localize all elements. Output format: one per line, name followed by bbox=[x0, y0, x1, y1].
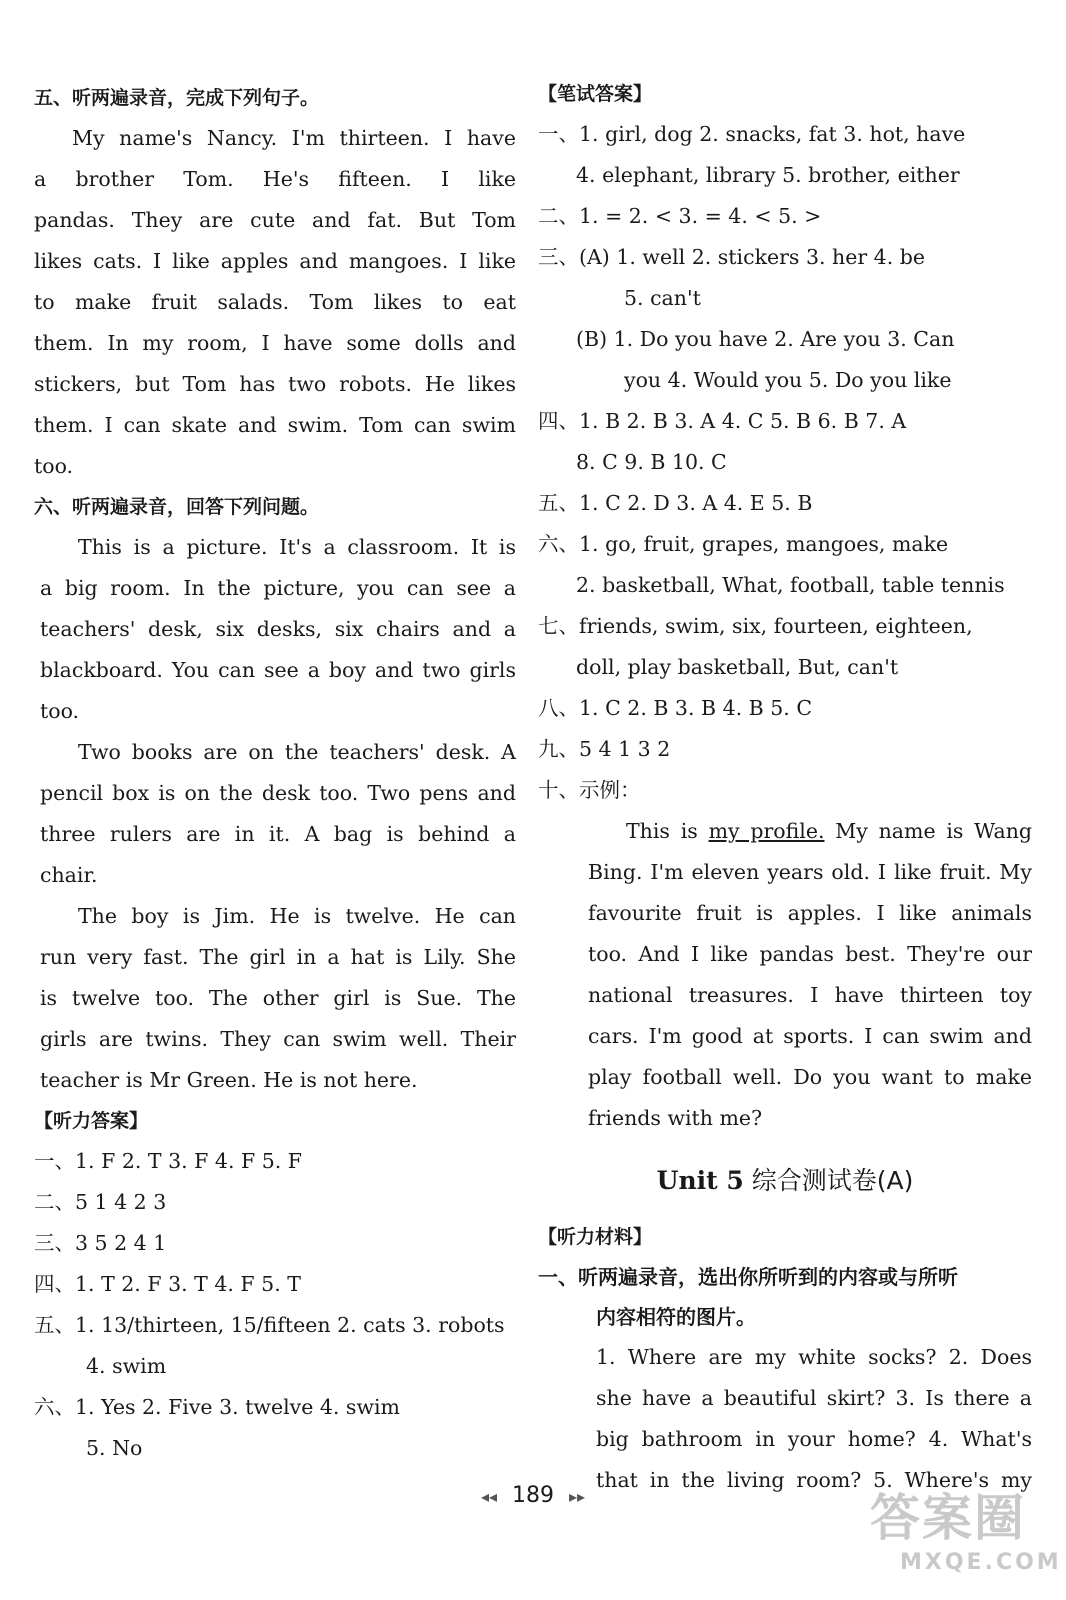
section-6-title: 六、听两遍录音，回答下列问题。 bbox=[34, 496, 320, 518]
essay-text: My name is Wang bbox=[824, 819, 1033, 843]
answer-line: 一、1. girl, dog 2. snacks, fat 3. hot, have bbox=[538, 122, 966, 146]
passage-line: pencil box is on the desk too. Two pens and bbox=[40, 781, 516, 805]
passage-line: Two books are on the teachers' desk. A bbox=[78, 740, 516, 764]
passage-line: run very fast. The girl in a hat is Lily. She bbox=[40, 945, 516, 969]
passage-line: My name's Nancy. I'm thirteen. I have bbox=[72, 126, 516, 150]
watermark-url: MXQE.COM bbox=[900, 1550, 1062, 1575]
listening-answers-title: 【听力答案】 bbox=[34, 1110, 149, 1132]
answer-line: 5. can't bbox=[624, 286, 701, 310]
essay-line: play football well. Do you want to make bbox=[588, 1065, 1032, 1089]
passage-line: girls are twins. They can swim well. Their bbox=[40, 1027, 516, 1051]
page-number: 189 bbox=[512, 1483, 554, 1508]
essay-line: national treasures. I have thirteen toy bbox=[588, 983, 1032, 1007]
passage-line: teachers' desk, six desks, six chairs and a bbox=[40, 617, 516, 641]
passage-line: pandas. They are cute and fat. But Tom bbox=[34, 208, 516, 232]
answer-line: 五、1. C 2. D 3. A 4. E 5. B bbox=[538, 491, 813, 515]
material-line: big bathroom in your home? 4. What's bbox=[596, 1427, 1032, 1451]
answer-line: 三、(A) 1. well 2. stickers 3. her 4. be bbox=[538, 245, 926, 269]
answer-line: you 4. Would you 5. Do you like bbox=[624, 368, 952, 392]
passage-line: is twelve too. The other girl is Sue. The bbox=[40, 986, 516, 1010]
answer-line: 一、1. F 2. T 3. F 4. F 5. F bbox=[34, 1149, 303, 1173]
watermark-logo bbox=[870, 1488, 1060, 1596]
passage-line: too. bbox=[34, 454, 74, 478]
passage-line: This is a picture. It's a classroom. It is bbox=[78, 535, 516, 559]
unit-title bbox=[538, 1151, 1032, 1211]
answer-line: (B) 1. Do you have 2. Are you 3. Can bbox=[576, 327, 955, 351]
essay-line bbox=[588, 811, 1032, 852]
essay-text: This is bbox=[626, 819, 709, 843]
answer-line: 七、friends, swim, six, fourteen, eighteen, bbox=[538, 614, 973, 638]
answer-line: 4. swim bbox=[86, 1354, 167, 1378]
sample-essay bbox=[538, 811, 1032, 1139]
passage-line: teacher is Mr Green. He is not here. bbox=[40, 1068, 418, 1092]
right-column bbox=[538, 78, 1032, 1501]
section-5-title: 五、听两遍录音，完成下列句子。 bbox=[34, 87, 320, 109]
passage-line: too. bbox=[40, 699, 80, 723]
passage-line: them. I can skate and swim. Tom can swim bbox=[34, 413, 516, 437]
unit-title-cn: 综合测试卷(A) bbox=[751, 1166, 914, 1195]
section-5-passage bbox=[34, 118, 516, 487]
essay-line: favourite fruit is apples. I like animals bbox=[588, 901, 1032, 925]
answer-line: 四、1. T 2. F 3. T 4. F 5. T bbox=[34, 1272, 301, 1296]
passage-line: a big room. In the picture, you can see a bbox=[40, 576, 516, 600]
passage-line: three rulers are in it. A bag is behind a bbox=[40, 822, 516, 846]
answer-line: 4. elephant, library 5. brother, either bbox=[576, 163, 960, 187]
passage-line: stickers, but Tom has two robots. He likes bbox=[34, 372, 516, 396]
section-1-title: 一、听两遍录音，选出你所听到的内容或与所听 bbox=[538, 1265, 958, 1289]
answer-line: 三、3 5 2 4 1 bbox=[34, 1231, 167, 1255]
prev-arrows-icon: ◂◂ bbox=[480, 1487, 497, 1506]
answer-line: 2. basketball, What, football, table tennis bbox=[576, 573, 1005, 597]
answer-line: 八、1. C 2. B 3. B 4. B 5. C bbox=[538, 696, 813, 720]
answer-line: 5. No bbox=[86, 1436, 143, 1460]
left-column bbox=[34, 78, 516, 1469]
essay-line: cars. I'm good at sports. I can swim and bbox=[588, 1024, 1032, 1048]
answer-line: 8. C 9. B 10. C bbox=[576, 450, 727, 474]
answer-line: 十、示例： bbox=[538, 778, 641, 802]
passage-line: The boy is Jim. He is twelve. He can bbox=[78, 904, 516, 928]
passage-line: chair. bbox=[40, 863, 98, 887]
answer-line: 六、1. go, fruit, grapes, mangoes, make bbox=[538, 532, 949, 556]
section-6-passage bbox=[34, 527, 516, 1101]
next-arrows-icon: ▸▸ bbox=[569, 1487, 586, 1506]
unit-title-en: Unit 5 bbox=[656, 1166, 744, 1195]
passage-line: blackboard. You can see a boy and two girls bbox=[40, 658, 516, 682]
essay-underlined-text: my profile. bbox=[708, 819, 825, 843]
essay-line: Bing. I'm eleven years old. I like fruit. My bbox=[588, 860, 1032, 884]
listening-material-title: 【听力材料】 bbox=[538, 1226, 653, 1248]
answer-line: 二、5 1 4 2 3 bbox=[34, 1190, 167, 1214]
passage-line: to make fruit salads. Tom likes to eat bbox=[34, 290, 516, 314]
passage-line: them. In my room, I have some dolls and bbox=[34, 331, 516, 355]
passage-line: a brother Tom. He's fifteen. I like bbox=[34, 167, 516, 191]
listening-material-text bbox=[538, 1337, 1032, 1501]
written-answers-title: 【笔试答案】 bbox=[538, 83, 653, 105]
material-line: that in the living room? 5. Where's my bbox=[596, 1468, 1032, 1492]
essay-line: too. And I like pandas best. They're our bbox=[588, 942, 1032, 966]
answer-line: 六、1. Yes 2. Five 3. twelve 4. swim bbox=[34, 1395, 400, 1419]
section-1-title-cont: 内容相符的图片。 bbox=[596, 1305, 756, 1329]
answer-line: 九、5 4 1 3 2 bbox=[538, 737, 671, 761]
answer-line: 四、1. B 2. B 3. A 4. C 5. B 6. B 7. A bbox=[538, 409, 907, 433]
material-line: 1. Where are my white socks? 2. Does bbox=[596, 1345, 1032, 1369]
answer-line: 二、1. = 2. < 3. = 4. < 5. > bbox=[538, 204, 822, 228]
material-line: she have a beautiful skirt? 3. Is there a bbox=[596, 1386, 1032, 1410]
essay-line: friends with me? bbox=[588, 1106, 763, 1130]
answer-line: 五、1. 13/thirteen, 15/fifteen 2. cats 3. robots bbox=[34, 1313, 505, 1337]
answer-line: doll, play basketball, But, can't bbox=[576, 655, 899, 679]
passage-line: likes cats. I like apples and mangoes. I like bbox=[34, 249, 516, 273]
watermark-text: 答案圈 bbox=[870, 1489, 1026, 1547]
